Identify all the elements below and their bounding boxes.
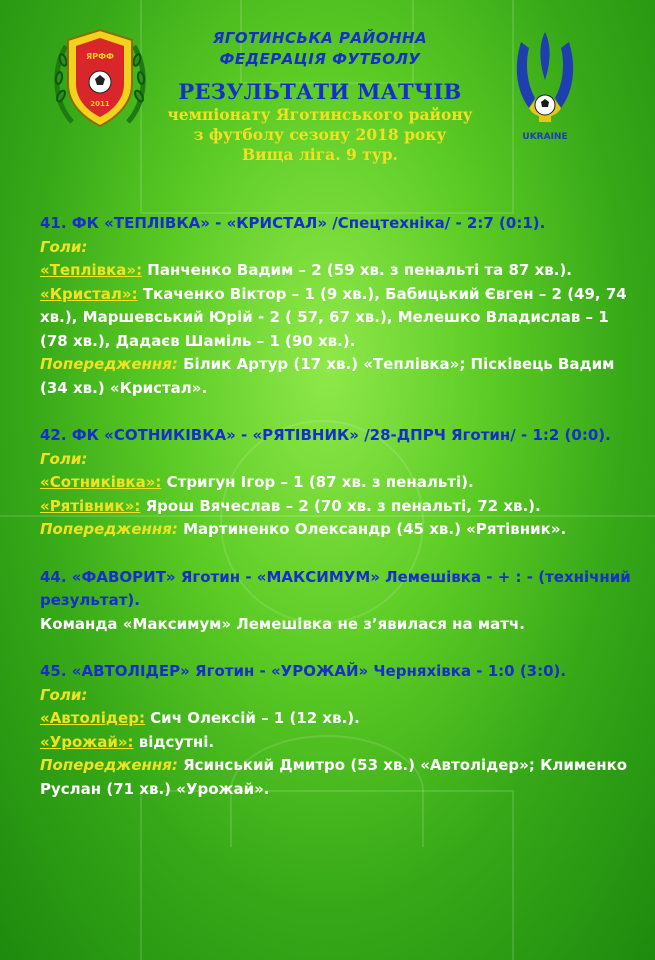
scorers-text: Ткаченко Віктор – 1 (9 хв.), Бабицький Євген – 2 (49, 74 хв.), Маршевський Юрій - 2 ( 57, 67 хв.), Мелешко Владислав – 1 (78 хв.), Дадаєв Шаміль – 1 (90 хв.). bbox=[40, 284, 627, 350]
warnings-label: Попередження: bbox=[40, 520, 178, 538]
warnings-line bbox=[40, 353, 640, 400]
match-title: 42. ФК «СОТНИКІВКА» - «РЯТІВНИК» /28-ДПРЧ Яготин/ - 1:2 (0:0). bbox=[40, 426, 611, 444]
scorers-line bbox=[40, 471, 640, 495]
scorers-text: Сич Олексій – 1 (12 хв.). bbox=[144, 709, 360, 727]
federation-logo-icon bbox=[52, 26, 148, 130]
goals-label: Голи: bbox=[40, 237, 88, 256]
team-name: «Теплівка»: bbox=[40, 261, 143, 279]
match-results bbox=[40, 212, 640, 825]
federation-logo-year: 2011 bbox=[90, 100, 110, 108]
warnings-label: Попередження: bbox=[40, 756, 178, 774]
scorers-line bbox=[40, 707, 640, 731]
warnings-label: Попередження: bbox=[40, 355, 178, 373]
poster-header bbox=[150, 28, 490, 165]
scorers-text: відсутні. bbox=[133, 732, 215, 751]
warnings-line bbox=[40, 754, 640, 801]
subtitle-line1: чемпіонату Яготинського району bbox=[167, 105, 473, 124]
scorers-text: Стригун Ігор – 1 (87 хв. з пенальті). bbox=[161, 473, 474, 491]
warnings-text: Ясинський Дмитро (53 хв.) «Автолідер»; Клименко Руслан (71 хв.) «Урожай». bbox=[40, 756, 628, 798]
scorers-line bbox=[40, 259, 640, 283]
match-44 bbox=[40, 566, 640, 637]
team-name: «Урожай»: bbox=[40, 732, 134, 751]
team-name: «Рятівник»: bbox=[40, 496, 141, 515]
match-title: 44. «ФАВОРИТ» Яготин - «МАКСИМУМ» Лемешівка - + : - (технічний результат). bbox=[40, 567, 631, 609]
subtitle-line2: з футболу сезону 2018 року bbox=[193, 125, 447, 144]
page-title: РЕЗУЛЬТАТИ МАТЧІВ bbox=[178, 79, 462, 104]
federation-logo-text: ЯРФФ bbox=[86, 52, 114, 61]
federation-name-line1: ЯГОТИНСЬКА РАЙОННА bbox=[212, 29, 428, 47]
team-name: «Сотниківка»: bbox=[40, 473, 162, 491]
subtitle-line3: Вища ліга. 9 тур. bbox=[242, 145, 398, 164]
scorers-line bbox=[40, 495, 640, 519]
scorers-line bbox=[40, 283, 640, 354]
ukraine-logo-text: UKRAINE bbox=[522, 132, 568, 142]
federation-name-line2: ФЕДЕРАЦІЯ ФУТБОЛУ bbox=[219, 50, 421, 68]
warnings-text: Мартиненко Олександр (45 хв.) «Рятівник». bbox=[177, 520, 567, 538]
match-title: 41. ФК «ТЕПЛІВКА» - «КРИСТАЛ» /Спецтехніка/ - 2:7 (0:1). bbox=[40, 214, 546, 232]
match-42 bbox=[40, 424, 640, 542]
team-name: «Кристал»: bbox=[40, 284, 138, 303]
warnings-text: Білик Артур (17 хв.) «Теплівка»; Пісківець Вадим (34 хв.) «Кристал». bbox=[40, 355, 615, 397]
goals-label: Голи: bbox=[40, 449, 88, 468]
ukraine-federation-logo-icon bbox=[507, 28, 583, 146]
scorers-line bbox=[40, 731, 640, 755]
match-45 bbox=[40, 660, 640, 801]
team-name: «Автолідер: bbox=[40, 709, 145, 727]
warnings-line bbox=[40, 518, 640, 542]
scorers-text: Панченко Вадим – 2 (59 хв. з пенальті та 87 хв.). bbox=[142, 261, 573, 279]
goals-label: Голи: bbox=[40, 685, 88, 704]
match-note: Команда «Максимум» Лемешівка не з’явилася на матч. bbox=[40, 614, 525, 633]
scorers-text: Ярош Вячеслав – 2 (70 хв. з пенальті, 72 хв.). bbox=[140, 496, 541, 515]
match-41 bbox=[40, 212, 640, 400]
match-title: 45. «АВТОЛІДЕР» Яготин - «УРОЖАЙ» Черняхівка - 1:0 (3:0). bbox=[40, 662, 567, 680]
